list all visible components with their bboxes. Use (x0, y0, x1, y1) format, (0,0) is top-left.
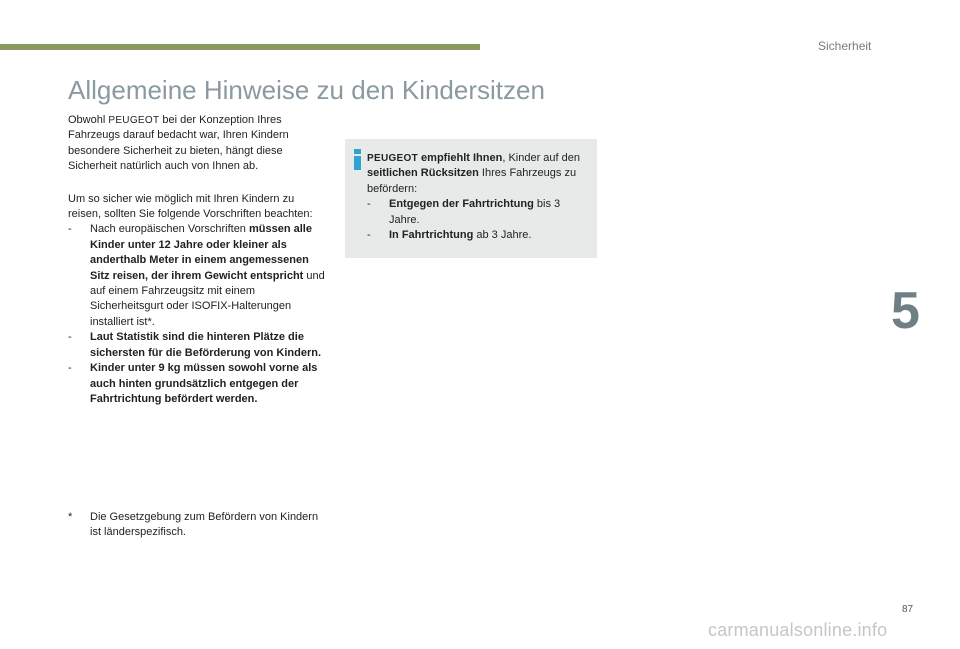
watermark: carmanualsonline.info (708, 620, 888, 640)
advice-lead: Um so sicher wie möglich mit Ihren Kindern zu reisen, sollten Sie folgende Vorschriften beachten: (68, 192, 313, 221)
info-icon (353, 149, 362, 170)
main-text-column (68, 113, 330, 407)
list-item: - Nach europäischen Vorschriften müssen alle Kinder unter 12 Jahre oder kleiner als anderthalb Meter in einem angemessenen Sitz reisen, der ihrem Gewicht entspricht und auf einem Fahrzeugsitz mit einem Sicherheitsgurt oder ISOFIX-Halterungen installiert ist*. (68, 223, 325, 328)
section-label: Sicherheit (818, 39, 872, 53)
list-item: - Laut Statistik sind die hinteren Plätze die sichersten für die Beförderung von Kindern. (68, 331, 322, 359)
brand-name: PEUGEOT (108, 115, 160, 126)
list-item: - Entgegen der Fahrtrichtung bis 3 Jahre. (367, 198, 561, 226)
intro-paragraph: Obwohl PEUGEOT bei der Konzeption Ihres Fahrzeugs darauf bedacht war, Ihren Kindern besondere Sicherheit zu bieten, hängt diese Sicherheit natürlich auch von Ihnen ab. (68, 114, 289, 173)
footnote (68, 510, 330, 541)
chapter-number: 5 (891, 282, 920, 340)
list-item: - Kinder unter 9 kg müssen sowohl vorne als auch hinten grundsätzlich entgegen der Fahrtrichtung befördert werden. (68, 362, 318, 405)
page-title: Allgemeine Hinweise zu den Kindersitzen (68, 75, 545, 105)
brand-name: PEUGEOT (367, 153, 418, 164)
header-accent-bar (0, 44, 480, 50)
info-text: PEUGEOT empfiehlt Ihnen, Kinder auf den seitlichen Rücksitzen Ihres Fahrzeugs zu befördern: - Entgegen der Fahrtrichtung bis 3 Jahre. - In Fahrtrichtung ab 3 Jahre. (367, 151, 589, 243)
info-box (345, 139, 597, 258)
footnote-marker: * (68, 511, 73, 523)
footnote-text: Die Gesetzgebung zum Befördern von Kindern ist länderspezifisch. (90, 511, 319, 539)
page-number: 87 (902, 604, 914, 615)
list-item: - In Fahrtrichtung ab 3 Jahre. (367, 229, 532, 242)
